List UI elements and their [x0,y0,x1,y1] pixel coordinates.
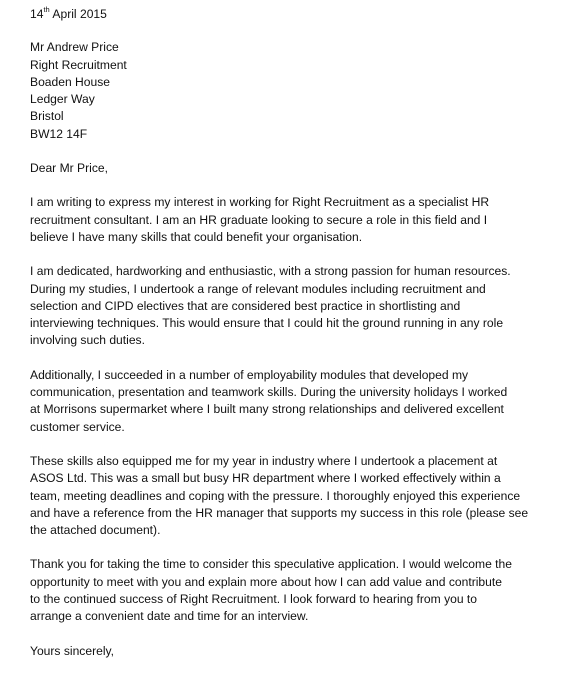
date-month-year: April 2015 [49,7,107,21]
recipient-postcode: BW12 14F [30,126,88,141]
paragraph-line: Thank you for taking the time to consider this speculative application. I would welcome the [30,557,512,572]
paragraph-line: interviewing techniques. This would ensure that I could hit the ground running in any role [30,316,504,331]
paragraph-line: These skills also equipped me for my year in industry where I undertook a placement at [30,453,498,468]
closing: Yours sincerely, [30,643,115,658]
paragraph-line: I am dedicated, hardworking and enthusiastic, with a strong passion for human resources. [30,264,511,279]
cover-letter [30,6,565,660]
paragraph-placement [30,453,565,539]
paragraph-line: opportunity to meet with you and explain more about how I can add value and contribute [30,574,502,589]
paragraph-line: arrange a convenient date and time for an interview. [30,609,309,624]
paragraph-line: and have a reference from the HR manager that supports my success in this role (please see [30,505,529,520]
paragraph-line: at Morrisons supermarket where I built many strong relationships and delivered excellent [30,402,504,417]
paragraph-interest [30,194,565,246]
paragraph-line: to the continued success of Right Recruitment. I look forward to hearing from you to [30,592,478,607]
paragraph-line: ASOS Ltd. This was a small but busy HR department where I worked effectively within a [30,471,501,486]
paragraph-line: believe I have many skills that could benefit your organisation. [30,229,363,244]
paragraph-line: selection and CIPD electives that are considered best practice in shortlisting and [30,298,461,313]
recipient-company: Right Recruitment [30,57,127,72]
letter-date [30,6,565,23]
date-suffix: th [43,4,50,14]
paragraph-line: Additionally, I succeeded in a number of employability modules that developed my [30,367,469,382]
recipient-street: Ledger Way [30,92,95,107]
recipient-address [30,39,565,143]
recipient-name: Mr Andrew Price [30,40,119,55]
paragraph-experience [30,367,565,436]
paragraph-line: recruitment consultant. I am an HR graduate looking to secure a role in this field and I [30,212,488,227]
paragraph-thanks [30,556,565,625]
paragraph-line: customer service. [30,419,125,434]
recipient-city: Bristol [30,109,64,124]
paragraph-qualities [30,263,565,349]
paragraph-line: communication, presentation and teamwork skills. During the university holidays I worked [30,385,508,400]
paragraph-line: During my studies, I undertook a range of relevant modules including recruitment and [30,281,486,296]
paragraph-line: I am writing to express my interest in working for Right Recruitment as a specialist HR [30,195,490,210]
salutation: Dear Mr Price, [30,161,108,176]
paragraph-line: team, meeting deadlines and coping with the pressure. I thoroughly enjoyed this experience [30,488,521,503]
paragraph-line: the attached document). [30,523,161,538]
date-day: 14 [30,7,44,21]
recipient-building: Boaden House [30,74,111,89]
paragraph-line: involving such duties. [30,333,145,348]
